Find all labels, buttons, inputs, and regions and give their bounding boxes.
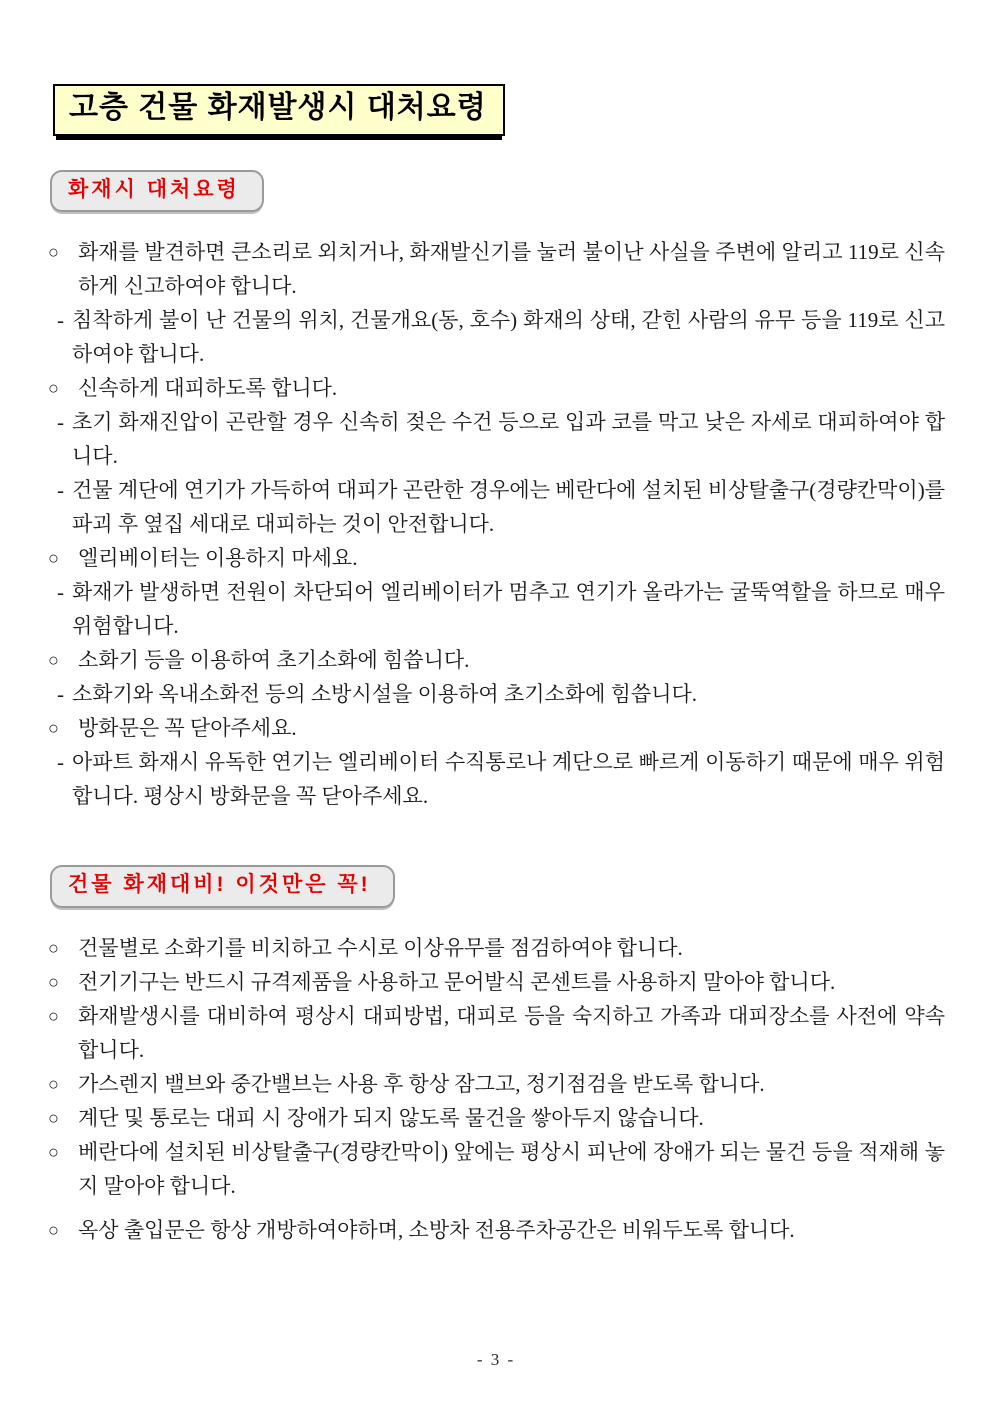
circle-bullet: ○	[48, 1073, 59, 1094]
list-item-block	[48, 643, 945, 711]
list-item-block	[48, 965, 945, 999]
sub-list-item-text: 침착하게 불이 난 건물의 위치, 건물개요(동, 호수) 화재의 상태, 갇힌 사람의 유무 등을 119로 신고하여야 합니다.	[72, 308, 945, 367]
list-item	[48, 1213, 945, 1247]
list-item	[48, 371, 945, 405]
sub-list-item	[48, 303, 945, 371]
circle-bullet: ○	[48, 1219, 59, 1240]
list-item-block	[48, 1213, 945, 1247]
list-item-text: 방화문은 꼭 닫아주세요.	[78, 716, 297, 741]
page-number: - 3 -	[476, 1350, 516, 1369]
section-heading-label: 건물 화재대비! 이것만은 꼭!	[68, 873, 371, 897]
section-heading-label: 화재시 대처요령	[68, 178, 240, 201]
circle-bullet: ○	[48, 718, 59, 739]
sub-list-item-text: 아파트 화재시 유독한 연기는 엘리베이터 수직통로나 계단으로 빠르게 이동하기 때문에 매우 위험합니다. 평상시 방화문을 꼭 닫아주세요.	[72, 750, 945, 809]
sub-list-item	[48, 473, 945, 541]
list-item	[48, 965, 945, 999]
sub-list-item	[48, 405, 945, 473]
list-item-block	[48, 1101, 945, 1135]
list-item	[48, 1135, 945, 1203]
sub-list-item	[48, 745, 945, 813]
list-item	[48, 235, 945, 303]
dash-bullet: -	[57, 478, 64, 503]
list-item-text: 계단 및 통로는 대피 시 장애가 되지 않도록 물건을 쌓아두지 않습니다.	[78, 1105, 704, 1130]
sub-list-item-text: 소화기와 옥내소화전 등의 소방시설을 이용하여 초기소화에 힘씁니다.	[72, 682, 698, 707]
dash-bullet: -	[57, 410, 64, 435]
list-item	[48, 931, 945, 965]
list-item	[48, 541, 945, 575]
circle-bullet: ○	[48, 548, 59, 569]
list-item-text: 건물별로 소화기를 비치하고 수시로 이상유무를 점검하여야 합니다.	[78, 935, 683, 960]
list-item-block	[48, 999, 945, 1067]
section	[48, 813, 945, 1246]
section-heading	[50, 170, 264, 212]
list-item-block	[48, 235, 945, 371]
list-item-text: 화재를 발견하면 큰소리로 외치거나, 화재발신기를 눌러 불이난 사실을 주변에 알리고 119로 신속하게 신고하여야 합니다.	[78, 240, 945, 299]
list-item	[48, 1101, 945, 1135]
list-item	[48, 643, 945, 677]
list-item-text: 베란다에 설치된 비상탈출구(경량칸막이) 앞에는 평상시 피난에 장애가 되는 물건 등을 적재해 놓지 말아야 합니다.	[78, 1139, 945, 1198]
page-title	[53, 84, 505, 136]
list-item-text: 화재발생시를 대비하여 평상시 대피방법, 대피로 등을 숙지하고 가족과 대피장소를 사전에 약속합니다.	[78, 1003, 945, 1062]
list-item-block	[48, 711, 945, 813]
circle-bullet: ○	[48, 1141, 59, 1162]
circle-bullet: ○	[48, 937, 59, 958]
dash-bullet: -	[57, 580, 64, 605]
list-item-block	[48, 371, 945, 541]
list-item-text: 신속하게 대피하도록 합니다.	[78, 376, 338, 401]
section-items	[48, 931, 945, 1247]
dash-bullet: -	[57, 682, 64, 707]
circle-bullet: ○	[48, 1005, 59, 1026]
dash-bullet: -	[57, 750, 64, 775]
section	[48, 136, 945, 813]
list-item-text: 가스렌지 밸브와 중간밸브는 사용 후 항상 잠그고, 정기점검을 받도록 합니다.	[78, 1071, 765, 1096]
page-title-label: 고층 건물 화재발생시 대처요령	[69, 91, 487, 124]
list-item-text: 엘리베이터는 이용하지 마세요.	[78, 546, 358, 571]
list-item	[48, 999, 945, 1067]
sections-container	[48, 136, 945, 1247]
circle-bullet: ○	[48, 971, 59, 992]
sub-list-item-text: 건물 계단에 연기가 가득하여 대피가 곤란한 경우에는 베란다에 설치된 비상탈출구(경량칸막이)를 파괴 후 옆집 세대로 대피하는 것이 안전합니다.	[72, 478, 945, 537]
circle-bullet: ○	[48, 650, 59, 671]
list-item-block	[48, 1135, 945, 1203]
list-item-block	[48, 931, 945, 965]
dash-bullet: -	[57, 308, 64, 333]
circle-bullet: ○	[48, 1107, 59, 1128]
list-item	[48, 711, 945, 745]
list-item-text: 소화기 등을 이용하여 초기소화에 힘씁니다.	[78, 648, 470, 673]
section-items	[48, 235, 945, 813]
sub-list-item-text: 초기 화재진압이 곤란할 경우 신속히 젖은 수건 등으로 입과 코를 막고 낮은 자세로 대피하여야 합니다.	[72, 410, 945, 469]
circle-bullet: ○	[48, 242, 59, 263]
list-item-text: 전기기구는 반드시 규격제품을 사용하고 문어발식 콘센트를 사용하지 말아야 합니다.	[78, 969, 836, 994]
sub-list-item	[48, 677, 945, 711]
circle-bullet: ○	[48, 378, 59, 399]
section-heading	[50, 865, 395, 907]
sub-list-item-text: 화재가 발생하면 전원이 차단되어 엘리베이터가 멈추고 연기가 올라가는 굴뚝역할을 하므로 매우 위험합니다.	[72, 580, 945, 639]
sub-list-item	[48, 575, 945, 643]
list-item-text: 옥상 출입문은 항상 개방하여야하며, 소방차 전용주차공간은 비워두도록 합니다.	[78, 1217, 795, 1242]
list-item	[48, 1067, 945, 1101]
list-item-block	[48, 541, 945, 643]
list-item-block	[48, 1067, 945, 1101]
